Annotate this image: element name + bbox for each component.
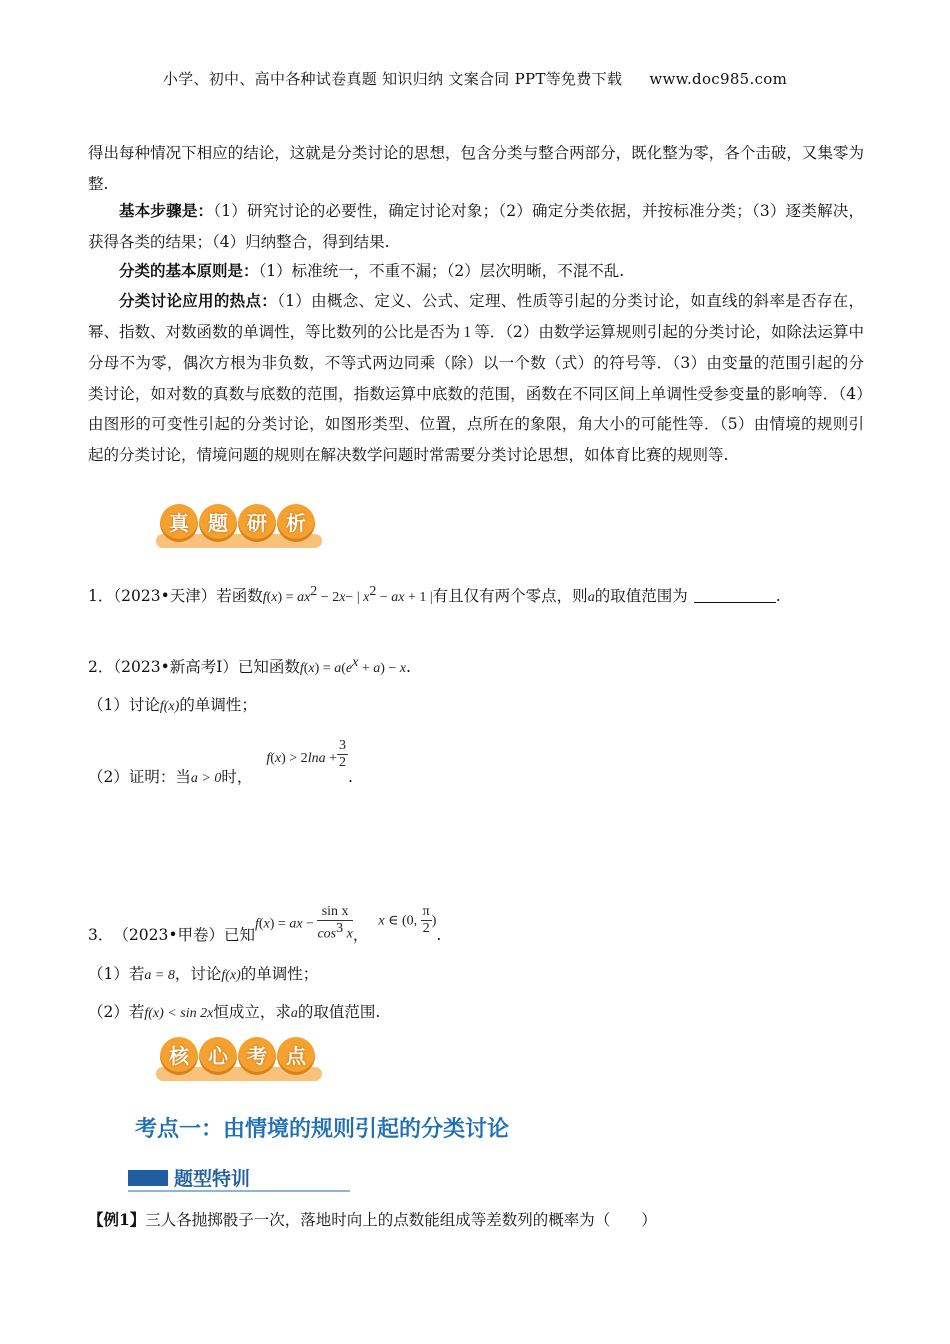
q2-p2-formula: lna (307, 751, 326, 766)
badge-char: 考 (238, 1037, 276, 1075)
q2-num: 2． (88, 658, 114, 677)
q2-p2-formula: + (325, 751, 337, 766)
q2-p2-num: 3 (338, 738, 346, 753)
q3-frac-num: sin x (317, 904, 352, 921)
q3-formula: f (254, 916, 259, 932)
q1-formula: 2 (369, 584, 377, 599)
q2-formula: a (334, 661, 342, 677)
steps-lead: 基本步骤是： (119, 202, 214, 220)
principles-text: （1）标准统一，不重不漏；（2）层次明晰，不混不乱. (258, 262, 625, 280)
subsection-label: 题型特训 (174, 1168, 251, 1190)
q2-formula: a (373, 661, 381, 677)
badge-char: 研 (238, 504, 276, 542)
principles-lead: 分类的基本原则是： (119, 262, 259, 280)
subsection-banner (128, 1164, 350, 1194)
q2-formula: + (358, 661, 374, 677)
q3-domain: ) (431, 913, 437, 929)
q1-formula: x (363, 590, 370, 606)
q3-formula: − (302, 916, 318, 932)
hotspots-text-b: 等．（2）由数学运算规则引起的分类讨论，如除法运算中分母不为零，偶次方根为非负数，不等式两边同乘（除）以一个数（式）的符号等．（3）由变量的范围引起的分类讨论，如对数的真数与底数的范围，指数运算中底数的范围，函数在不同区间上单调性受参变量的影响等．（4）由图形的可变性引起的分类讨论，如图形类型、位置，点所在的象限，角大小的可能性等．（5）由情境的规则引起的分类讨论，情境问题的规则在解决数学问题时常需要分类讨论思想，如体育比赛的规则等. (88, 322, 864, 464)
q2-end: . (406, 658, 411, 677)
hotspots-text-a: （1）由概念、定义、公式、定理、性质等引起的分类讨论，如直线的斜率是否存在，幂、指数、对数函数的单调性，等比数列的公比是否为 (88, 292, 864, 341)
subsection-bar (128, 1170, 168, 1186)
q3-domain (378, 904, 436, 937)
section-title: 考点一：由情境的规则引起的分类讨论 (135, 1117, 510, 1142)
q2-p2-den: 2 (338, 755, 346, 770)
q2-p1-post: 的单调性； (179, 696, 257, 714)
question-2 (88, 655, 411, 677)
q3-p1-label: （1）若 (88, 965, 145, 983)
q1-source: （2023•天津） (113, 587, 217, 606)
principles-paragraph (88, 256, 864, 287)
subsection-underline (128, 1190, 350, 1192)
q2-formula: x (308, 661, 315, 677)
q2-formula: ( (303, 661, 309, 677)
q2-p2-cond: a > 0 (190, 771, 222, 786)
q2-pre: 已知函数 (237, 658, 300, 677)
header-site: www.doc985.com (649, 70, 788, 88)
q3-p1-mid: ，讨论 (174, 965, 222, 983)
q2-source: （2023•新高考Ⅰ） (113, 658, 238, 677)
q2-part-2 (88, 738, 353, 787)
q2-p2-formula: ) > 2 (281, 751, 308, 766)
intro-paragraph (88, 138, 864, 199)
badge-char: 题 (199, 504, 237, 542)
q3-domain-fraction (421, 904, 432, 937)
q2-p1-label: （1）讨论 (88, 696, 160, 714)
q1-formula: ax (391, 590, 405, 606)
q3-source: （2023•甲卷） (113, 926, 224, 944)
page-header (0, 68, 950, 89)
hotspots-paragraph (88, 286, 864, 470)
q3-p1-post: 的单调性； (240, 965, 319, 983)
q1-formula: x (339, 590, 346, 606)
badge-hexin (160, 1037, 316, 1077)
q3-formula: ( (258, 916, 264, 932)
q3-formula: x (263, 916, 270, 932)
q1-formula: − 2 (317, 590, 340, 606)
q1-formula: 2 (310, 584, 318, 599)
q2-part-1 (88, 693, 257, 715)
q1-formula: + 1 | (404, 590, 433, 606)
q2-formula: x (352, 655, 359, 670)
q3-formula: x (343, 926, 353, 942)
q2-formula: ) = (314, 661, 335, 677)
q1-formula: ( (266, 590, 272, 606)
badge-char: 核 (160, 1037, 198, 1075)
q2-formula: ) − (380, 661, 400, 677)
q3-pi: π (422, 904, 430, 919)
q1-formula: ax (297, 590, 311, 606)
q3-formula: ax (289, 916, 303, 932)
q3-two: 2 (422, 921, 430, 936)
q3-pre: 已知 (223, 926, 255, 944)
q2-p2-formula: f (266, 751, 271, 766)
q1-end: . (775, 587, 781, 606)
q2-p1-func: f(x) (159, 699, 180, 714)
steps-text: （1）研究讨论的必要性，确定讨论对象；（2）确定分类依据，并按标准分类；（3）逐类解决，获得各类的结果；（4）归纳整合，得到结果. (88, 202, 864, 251)
q2-formula: ( (341, 661, 346, 677)
q1-post: 有且仅有两个零点，则 (432, 587, 588, 606)
example-1 (88, 1208, 657, 1230)
steps-paragraph (88, 196, 864, 257)
q2-p2-label: （2）证明：当 (88, 768, 191, 786)
badge-char: 心 (199, 1037, 237, 1075)
q1-formula: ) = (277, 590, 298, 606)
badge-char: 析 (277, 504, 315, 542)
q1-num: 1． (88, 587, 114, 606)
q2-formula: e (345, 661, 353, 677)
q3-domain: x (378, 913, 385, 929)
q1-var: a (587, 590, 595, 606)
q3-part-2 (88, 1000, 380, 1022)
q1-formula: x (271, 590, 278, 606)
q3-p2-cond: f(x) < sin 2x (144, 1006, 214, 1021)
q3-p1-cond: a = 8 (144, 968, 175, 983)
q2-p2-mid: 时， (221, 768, 253, 786)
badge-char: 真 (160, 504, 198, 542)
q2-p2-formula (266, 748, 337, 767)
example-text: 三人各抛掷骰子一次，落地时向上的点数能组成等差数列的概率为（ ） (145, 1211, 657, 1229)
q3-p2-post: 的取值范围. (297, 1003, 381, 1021)
header-text: 小学、初中、高中各种试卷真题 知识归纳 文案合同 PPT等免费下载 (162, 70, 623, 88)
q3-p2-var: a (290, 1006, 298, 1021)
q3-num: 3． (88, 926, 114, 944)
question-3 (88, 904, 441, 945)
q2-p2-end: . (347, 768, 353, 786)
hotspots-one: 1 (463, 323, 472, 341)
q3-part-1 (88, 962, 318, 984)
q3-fraction (317, 904, 352, 943)
example-tag: 【例1】 (88, 1210, 146, 1229)
q3-frac-den (317, 921, 352, 943)
q1-formula: − | (345, 590, 364, 606)
q3-sep: ， (352, 926, 369, 944)
q1-formula: − (376, 590, 392, 606)
q3-formula: 3 (336, 921, 344, 936)
q2-p2-fraction (337, 738, 348, 771)
q3-p2-label: （2）若 (88, 1003, 145, 1021)
question-1 (88, 584, 781, 606)
q3-frac-den-cos: cos (317, 926, 337, 942)
badge-char: 点 (277, 1037, 315, 1075)
q3-formula (255, 904, 353, 943)
q2-p2-formula: ( (270, 751, 275, 766)
q1-pre: 若函数 (216, 587, 263, 606)
q2-p2-formula: x (274, 751, 282, 766)
q1-formula: f (262, 590, 267, 606)
q3-end: . (436, 926, 442, 944)
q3-domain: ∈ (0, (384, 913, 421, 929)
hotspots-lead: 分类讨论应用的热点： (119, 292, 278, 310)
q2-formula: f (299, 661, 304, 677)
q3-p2-mid: 恒成立，求 (213, 1003, 291, 1021)
q1-tail: 的取值范围为 (594, 587, 688, 606)
intro-text: 得出每种情况下相应的结论，这就是分类讨论的思想，包含分类与整合两部分，既化整为零，各个击破，又集零为整. (88, 144, 864, 193)
q3-formula: ) = (269, 916, 290, 932)
q1-answer-blank[interactable] (694, 588, 776, 603)
badge-zhenti (160, 504, 316, 544)
q2-formula: x (399, 661, 406, 677)
q3-p1-func: f(x) (221, 968, 241, 983)
